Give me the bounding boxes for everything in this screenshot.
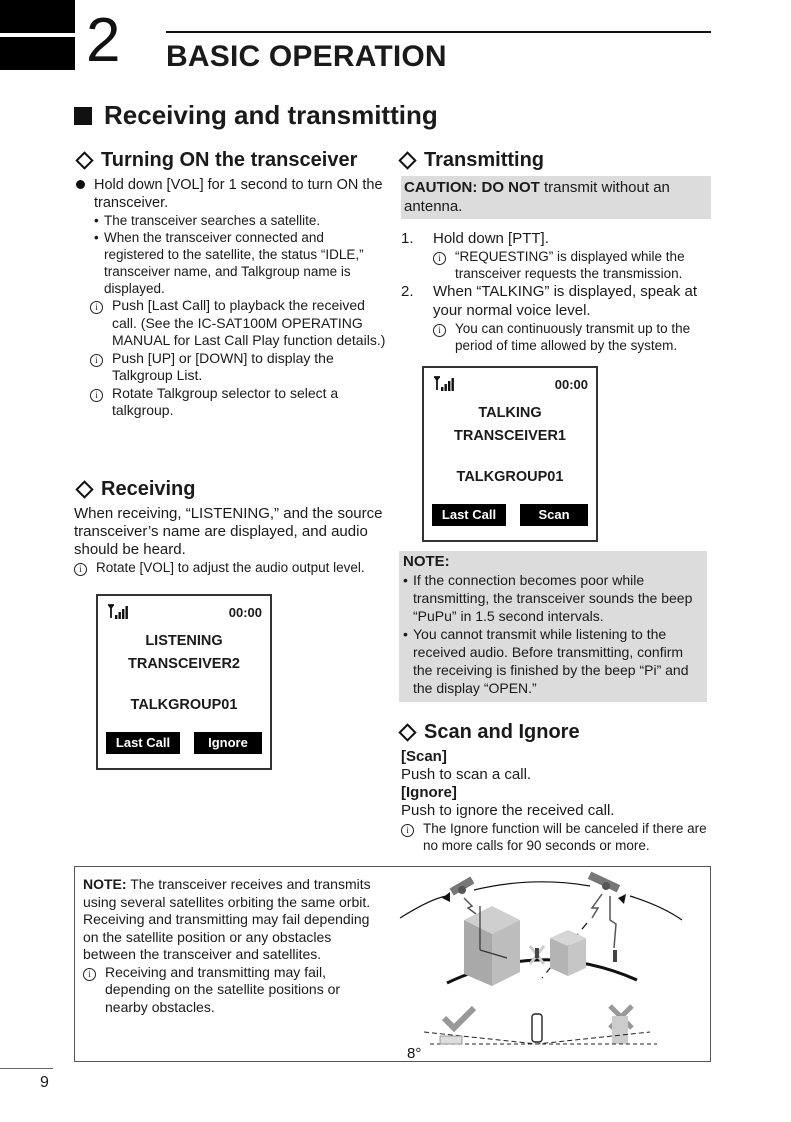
transmitting-note-box: [399, 551, 707, 702]
lcd-transceiver-name: TRANSCEIVER1: [454, 428, 566, 444]
scan-ignore-title: Scan and Ignore: [424, 721, 580, 743]
transmitting-title: Transmitting: [424, 149, 545, 171]
info-icon: i: [83, 968, 96, 981]
scan-softkey[interactable]: Scan: [520, 504, 588, 526]
diamond-icon: [398, 151, 416, 169]
lcd-transceiver-name: TRANSCEIVER2: [128, 656, 240, 672]
step-number: 1.: [401, 230, 414, 247]
check-icon: [444, 1008, 474, 1028]
satellite-icon-right: [588, 872, 620, 893]
tip-text: Rotate [VOL] to adjust the audio output level.: [96, 560, 365, 575]
tip-text: Push [UP] or [DOWN] to display the Talkgroup List.: [112, 349, 334, 383]
antenna-signal-icon: [107, 604, 129, 620]
section-title: [74, 100, 438, 131]
step-number: 2.: [401, 283, 414, 300]
chapter-number: 2: [86, 6, 121, 75]
section-title-text: Receiving and transmitting: [104, 100, 438, 130]
info-icon: i: [90, 301, 103, 314]
tip-text: You can continuously transmit up to the period of time allowed by the system.: [455, 321, 691, 353]
bullet-dot-icon: [76, 180, 85, 189]
list-item: • If the connection becomes poor while transmitting, the transceiver sounds the beep “PuPu” in 1.5 second intervals.: [403, 571, 703, 625]
receiving-body: When receiving, “LISTENING,” and the source transceiver’s name are displayed, and audio should be heard.: [74, 505, 383, 558]
obstacle-box-icon: [550, 930, 586, 976]
caution-box: [401, 176, 711, 219]
info-icon: i: [74, 563, 87, 576]
turning-on-heading: [74, 148, 386, 172]
info-icon: i: [90, 354, 103, 367]
angle-label: 8°: [407, 1045, 422, 1060]
turning-on-step-text: Hold down [VOL] for 1 second to turn ON the transceiver.: [94, 177, 383, 211]
tip-item: [90, 350, 386, 385]
satellite-obstacle-illustration: [392, 868, 710, 1060]
lcd-talkgroup: TALKGROUP01: [130, 697, 238, 713]
lcd-display-transmitting: [422, 366, 598, 542]
tip-text: Receiving and transmitting may fail, depending on the satellite positions or nearby obstacles.: [105, 963, 341, 1015]
info-icon: i: [433, 324, 446, 337]
turning-on-title: Turning ON the transceiver: [101, 149, 358, 171]
transmitting-section: [401, 148, 711, 354]
tip-item: [401, 820, 711, 854]
ignore-label: [Ignore]: [401, 784, 457, 801]
note-label: NOTE:: [83, 876, 127, 892]
page-rule: [0, 1068, 53, 1069]
antenna-unit-icon: [532, 1014, 542, 1042]
step-text: Hold down [PTT].: [433, 230, 549, 247]
turning-on-step: [74, 176, 386, 212]
list-item: • When the transceiver connected and registered to the satellite, the status “IDLE,” transceiver name, and Talkgroup name is displayed.: [94, 229, 386, 297]
tip-item: [83, 964, 375, 1017]
diamond-icon: [75, 151, 93, 169]
lcd-status: LISTENING: [145, 633, 223, 649]
last-call-softkey[interactable]: Last Call: [106, 732, 180, 754]
receiving-section: [74, 477, 386, 576]
note-label: NOTE:: [403, 553, 450, 570]
info-icon: i: [433, 252, 446, 265]
bottom-note: [83, 876, 375, 1016]
scan-ignore-heading: [397, 720, 711, 744]
info-icon: i: [90, 389, 103, 402]
turning-on-section: [74, 148, 386, 420]
chapter-title: BASIC OPERATION: [166, 40, 447, 73]
list-item: • The transceiver searches a satellite.: [94, 213, 321, 228]
note-text: You cannot transmit while listening to the received audio. Before transmitting, confirm the receiving is finished by the beep “Pi” and the display “OPEN.”: [413, 626, 689, 696]
ignore-softkey[interactable]: Ignore: [194, 732, 262, 754]
note-text: The transceiver receives and transmits using several satellites orbiting the same orbit. Receiving and transmitting may fail depending on the satellite position or any obstacles between the transceiver and satellites.: [83, 876, 371, 962]
receiving-heading: [74, 477, 386, 501]
scan-text: Push to scan a call.: [401, 766, 532, 783]
satellite-icon-left: [450, 877, 475, 896]
scan-label: [Scan]: [401, 748, 447, 765]
tip-item: [90, 385, 386, 420]
caution-text: transmit without an antenna.: [404, 179, 670, 215]
bullet-text: When the transceiver connected and registered to the satellite, the status “IDLE,” transceiver name, and Talkgroup name is displayed.: [104, 230, 364, 296]
tip-item: [74, 559, 386, 576]
step-text: When “TALKING” is displayed, speak at your normal voice level.: [433, 283, 697, 319]
antenna-signal-icon: [433, 376, 455, 392]
ignore-text: Push to ignore the received call.: [401, 802, 615, 819]
receiving-title: Receiving: [101, 478, 196, 500]
lcd-talkgroup: TALKGROUP01: [456, 469, 564, 485]
info-icon: i: [401, 824, 414, 837]
chapter-tab-bar-top: [0, 0, 75, 33]
tip-item: [401, 320, 711, 354]
tip-item: [401, 248, 711, 282]
lcd-status: TALKING: [478, 405, 542, 421]
bullet-text: The transceiver searches a satellite.: [104, 213, 321, 228]
diamond-icon: [75, 480, 93, 498]
note-text: If the connection becomes poor while transmitting, the transceiver sounds the beep “PuPu” in 1.5 second intervals.: [413, 572, 693, 624]
radio-icon: [613, 950, 617, 962]
diamond-icon: [398, 723, 416, 741]
step-1: [401, 229, 711, 248]
tip-item: [90, 297, 386, 350]
page-number: 9: [40, 1074, 49, 1091]
tip-text: The Ignore function will be canceled if there are no more calls for 90 seconds or more.: [423, 821, 707, 853]
step-2: [401, 282, 711, 320]
scan-ignore-section: [401, 720, 711, 854]
lcd-time: 00:00: [554, 376, 588, 392]
square-bullet-icon: [74, 107, 92, 125]
lcd-time: 00:00: [228, 604, 262, 620]
tip-text: Rotate Talkgroup selector to select a talkgroup.: [112, 384, 339, 418]
transmitting-heading: [397, 148, 711, 172]
caution-label: CAUTION: DO NOT: [404, 179, 540, 196]
lcd-display-receiving: [96, 594, 272, 770]
chapter-tab-bar-bottom: [0, 37, 75, 70]
tip-text: Push [Last Call] to playback the received call. (See the IC-SAT100M OPERATING MANUAL for Last Call Play function details.): [112, 297, 386, 348]
building-icon: [464, 906, 520, 986]
list-item: • You cannot transmit while listening to the received audio. Before transmitting, confirm the receiving is finished by the beep “Pi” and the display “OPEN.”: [403, 625, 703, 697]
tip-text: “REQUESTING” is displayed while the transceiver requests the transmission.: [455, 249, 685, 281]
last-call-softkey[interactable]: Last Call: [432, 504, 506, 526]
chapter-rule: [166, 31, 711, 33]
